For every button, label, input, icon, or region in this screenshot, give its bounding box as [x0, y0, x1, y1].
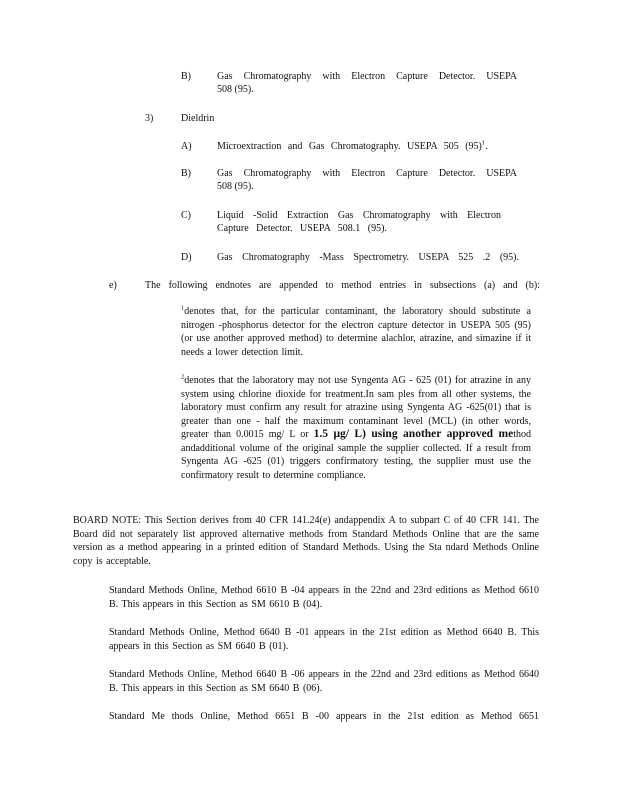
- standard-methods-paragraph: Standard Methods Online, Method 6640 B -01 appears in the 21st edition as Method 6640 B. This appears in this Section as SM 6640 B (01).: [109, 627, 539, 652]
- endnote-1: [181, 305, 531, 359]
- item-text-line1: Liquid -Solid Extraction Gas Chromatography with Electron: [217, 210, 501, 221]
- section-text: The following endnotes are appended to method entries in subsections (a) and (b):: [145, 280, 540, 291]
- endnote-marker: 1: [181, 304, 185, 312]
- endnote-text: denotes that, for the particular contaminant, the laboratory should substitute a nitrogen -phosphorus detector for the electron capture detector in USEPA 505 (95) (or use another approved method) to determine alachlor, atrazine, and simazine if it needs a lower detection limit.: [181, 306, 531, 358]
- item-text: Gas Chromatography -Mass Spectrometry. USEPA 525 .2 (95).: [217, 252, 519, 263]
- endnote-2: [181, 374, 531, 482]
- item-text: [217, 140, 527, 154]
- endnote-text: denotes that the laboratory may not use Syngenta AG - 625 (01) for atrazine in any system using chlorine dioxide for treatment.In sam ples from all other systems, the laboratory must confirm any result for atrazine using Syngenta AG -625(01) that is greater than one - half the maximum contaminant level (MCL) (in other words, greater than 0.0015 mg/ L or: [181, 375, 531, 440]
- endnote-text: thod andadditional volume of the original sample the supplier collected. If a result from Syngenta AG -625 (01) triggers confirmatory testing, the supplier must use the confirmatory result to determine compliance.: [181, 429, 531, 481]
- item-label: B): [181, 71, 191, 82]
- item-text-line1: Gas Chromatography with Electron Capture Detector. USEPA: [217, 71, 517, 82]
- item-text-tail: .: [485, 141, 488, 152]
- item-text-line1: Gas Chromatography with Electron Capture Detector. USEPA: [217, 168, 517, 179]
- standard-methods-paragraph: Standard Methods Online, Method 6610 B -04 appears in the 22nd and 23rd editions as Method 6610 B. This appears in this Section as SM 6610 B (04).: [109, 585, 539, 610]
- endnote-emphasis: 1.5 μg/ L) using another approved me: [313, 428, 514, 440]
- item-label: C): [181, 210, 191, 221]
- section-number: 3): [145, 113, 154, 124]
- item-text-body: Microextraction and Gas Chromatography. USEPA 505 (95): [217, 141, 482, 152]
- board-note: BOARD NOTE: This Section derives from 40 CFR 141.24(e) andappendix A to subpart C of 40 CFR 141. The Board did not separately list approved alternative methods from Standard Methods Online that are the same version as a method appearing in a printed edition of Standard Methods. Using the Sta ndard Methods Online copy is acceptable.: [73, 515, 539, 567]
- item-text-line2: 508 (95).: [217, 84, 254, 95]
- item-label: A): [181, 141, 192, 152]
- standard-methods-paragraph: Standard Methods Online, Method 6640 B -06 appears in the 22nd and 23rd editions as Method 6640 B. This appears in this Section as SM 6640 B (06).: [109, 669, 539, 694]
- standard-methods-paragraph: Standard Me thods Online, Method 6651 B -00 appears in the 21st edition as Method 6651: [109, 711, 539, 722]
- item-label: B): [181, 168, 191, 179]
- item-label: D): [181, 252, 192, 263]
- section-label: e): [109, 280, 117, 291]
- section-title: Dieldrin: [181, 113, 215, 124]
- item-text-line2: Capture Detector. USEPA 508.1 (95).: [217, 223, 387, 234]
- item-text-line2: 508 (95).: [217, 181, 254, 192]
- endnote-marker: 2: [181, 373, 185, 381]
- endnote-marker: 1: [481, 139, 486, 147]
